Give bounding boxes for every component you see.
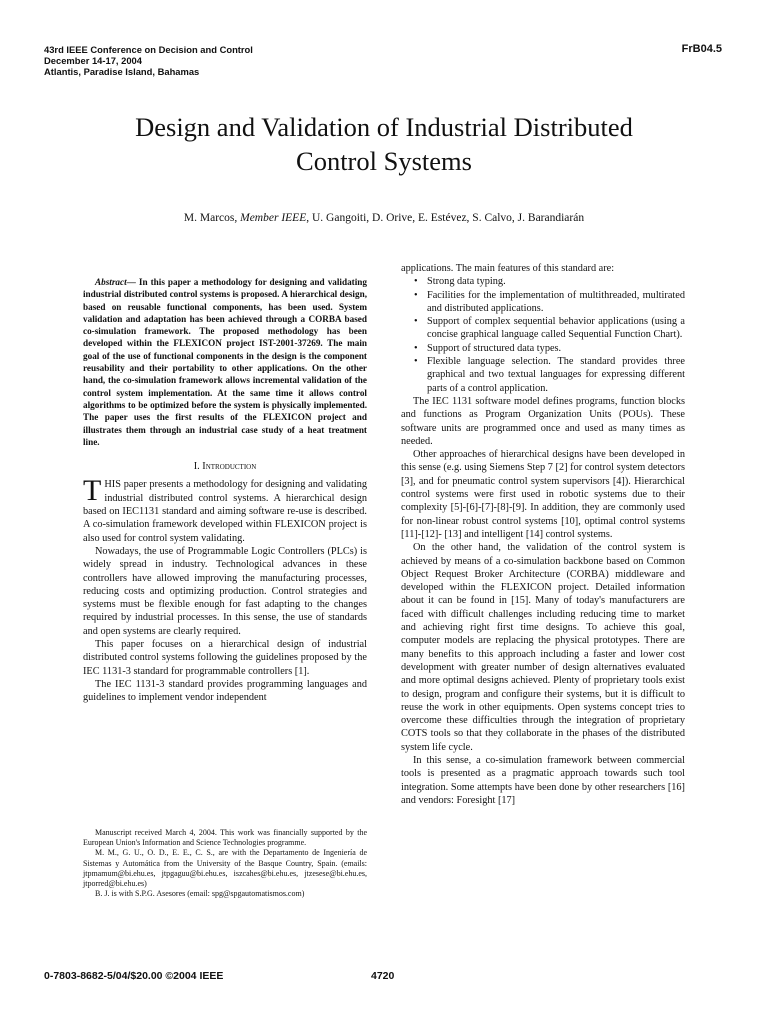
list-item: • Flexible language selection. The standard provides three graphical and two textual languages for expressing different parts of a control application. <box>427 355 685 395</box>
conference-name: 43rd IEEE Conference on Decision and Control <box>44 44 253 55</box>
intro-paragraph-1 <box>83 474 367 544</box>
section-number: I. <box>193 461 203 473</box>
drop-cap: T <box>83 474 102 508</box>
section-title: Introduction <box>202 461 257 473</box>
intro-paragraph-2: Nowadays, the use of Programmable Logic Controllers (PLCs) is widely spread in industry. Technological advances in these controllers have allowed improving the manufacturing processes, reducing costs and optimizing production. Control strategies and systems must be flexible enough for fast adapting to the changes required by industrial processes. In this sense, the use of standards and open systems are clearly required. <box>83 545 367 637</box>
paper-code: FrB04.5 <box>681 43 722 55</box>
list-item: • Strong data typing. <box>427 275 685 288</box>
abstract-text: — In this paper a methodology for designing and validating industrial distributed control systems is proposed. A hierarchical design, based on reusable functional components, has been used. System validation and adaptation has been achieved through a CORBA based co-simulation framework. The proposed methodology has been developed within the FLEXICON project IST-2001-37269. The main goal of the use of functional components in the design is the component reusability and their portability to other applications. On the other hand, the co-simulation framework allows incremental validation of the control system implementation. At the same time it allows control algorithms to be optimized before the system is physically implemented. The paper uses the first results of the FLEXICON project and illustrates them through an industrial case study of a heat treatment line. <box>83 277 367 447</box>
features-list <box>401 275 685 395</box>
list-item: • Support of complex sequential behavior applications (using a concise graphical language called Sequential Function Chart). <box>427 315 685 342</box>
list-item: • Support of structured data types. <box>427 342 685 355</box>
footnote-affiliation: M. M., G. U., O. D., E. E., C. S., are with the Departamento de Ingeniería de Sistemas y Automática from the University of the Basque Country, Spain. (emails: jtpmamum@bi.ehu.es, jtpgaguu@bi.ehu.es, iszcahes@bi.ehu.es, jtzesese@bi.ehu.es, jtporred@bi.ehu.es) <box>83 848 367 889</box>
authors <box>40 212 728 224</box>
page-number: 4720 <box>371 970 395 982</box>
right-column <box>401 262 685 807</box>
right-paragraph-1: The IEC 1131 software model defines programs, function blocks and functions as Program Organization Units (POUs). These software units are programmed once and used as many times as needed. <box>401 395 685 447</box>
footnote-spg: B. J. is with S.P.G. Asesores (email: spg@spgautomatismos.com) <box>95 889 305 899</box>
intro-paragraph-3: This paper focuses on a hierarchical design of industrial distributed control systems following the guidelines proposed by the IEC 1131-3 standard for programmable controllers [1]. <box>83 639 367 677</box>
author-list: , U. Gangoiti, D. Orive, E. Estévez, S. Calvo, J. Barandiarán <box>306 212 585 224</box>
conference-info <box>44 44 253 77</box>
intro-paragraph-1-text: HIS paper presents a methodology for designing and validating industrial distributed control systems. A hierarchical design based on IEC1131 standard and aiming software re-use is described. A co-simulation framework developed within FLEXICON project is also used for control system validating. <box>83 479 367 544</box>
section-heading-introduction <box>83 460 367 473</box>
author-lead: M. Marcos, <box>183 212 241 224</box>
right-paragraph-4: In this sense, a co-simulation framework between commercial tools is presented as a pragmatic approach towards such tool integration. Some attempts have been done by other researchers [16] and vendors: Foresight [17] <box>401 754 685 806</box>
right-paragraph-3: On the other hand, the validation of the control system is achieved by means of a co-simulation backbone based on Common Object Request Broker Architecture (CORBA) middleware and developed within the FLEXICON project. Detailed information about it can be found in [15]. Many of today's manufacturers are faced with difficult challenges including reducing time to market and achieving right first time designs. To achieve this goal, computer models are replacing the physical prototypes. There are many benefits to this approach including a faster and lower cost development with greater number of design alternatives evaluated and more optimal designs achieved. Plenty of proprietary tools exist to design, program and configure their systems, but it is difficult to reuse the work in other equipments. Open systems concept tries to overcome these difficulties through the integration of proprietary COTS tools so that they collaborate in the phases of the distributed system life cycle. <box>401 542 685 753</box>
conference-dates: December 14-17, 2004 <box>44 55 142 66</box>
title-line-1: Design and Validation of Industrial Distributed <box>135 112 633 142</box>
abstract <box>83 276 367 448</box>
left-column <box>83 276 367 705</box>
intro-paragraph-4: The IEC 1131-3 standard provides programming languages and guidelines to implement vendor independent <box>83 678 367 704</box>
footnote-manuscript: Manuscript received March 4, 2004. This work was financially supported by the European Union's Information and Science Technologies programme. <box>83 828 367 848</box>
author-membership: Member IEEE <box>240 212 307 224</box>
footnotes <box>83 828 367 899</box>
footer-isbn: 0-7803-8682-5/04/$20.00 ©2004 IEEE <box>44 970 224 982</box>
right-paragraph-0: applications. The main features of this standard are: <box>401 263 615 274</box>
abstract-label: Abstract <box>95 277 127 287</box>
title-line-2: Control Systems <box>296 146 472 176</box>
conference-location: Atlantis, Paradise Island, Bahamas <box>44 66 200 77</box>
paper-title <box>60 110 708 178</box>
list-item: • Facilities for the implementation of multithreaded, multirated and distributed applications. <box>427 289 685 316</box>
right-paragraph-2: Other approaches of hierarchical designs have been developed in this sense (e.g. using Siemens Step 7 [2] for control system detectors [3], and for pneumatic control system supervisors [4]). Hierarchical control systems were first used in robotic systems due to their complexity [5]-[6]-[7]-[8]-[9]. In addition, they are commonly used for non-linear robust control systems [10], optimal control systems [11]-[12]- [13] and intelligent [14] control systems. <box>401 449 685 540</box>
